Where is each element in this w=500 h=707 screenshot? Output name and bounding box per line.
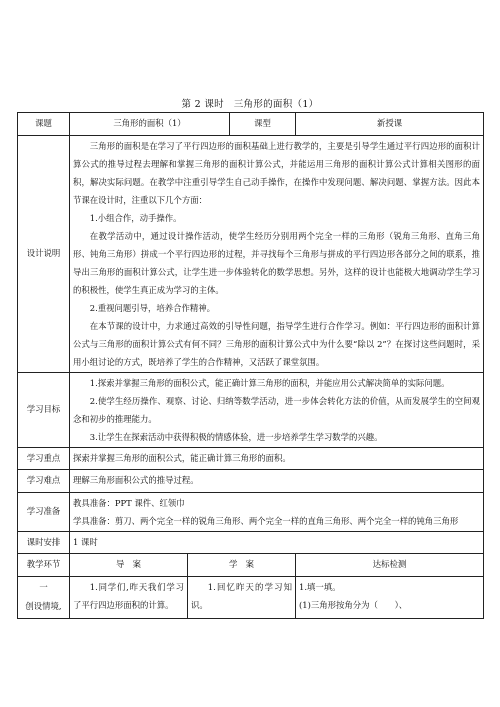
prep-content	[70, 492, 484, 531]
goals-content	[70, 372, 484, 447]
study-cell	[188, 576, 296, 618]
topic-label: 课题	[18, 113, 70, 136]
goals-row	[18, 372, 484, 447]
type-label: 课型	[230, 113, 296, 136]
check-item: (1)三角形按角分为（ ）、	[299, 599, 408, 610]
schedule-value: 1 课时	[70, 531, 484, 554]
key-row	[18, 447, 484, 470]
key-value: 探索并掌握三角形的面积公式，能正确计算三角形的面积。	[70, 447, 484, 470]
prep-student: 学具准备：剪刀、两个完全一样的锐角三角形、两个完全一样的直角三角形、两个完全一样的钝角三角形	[73, 515, 459, 526]
schedule-row	[18, 531, 484, 554]
lesson-title: 第 2 课时 三角形的面积（1）	[181, 99, 319, 110]
schedule-label: 课时安排	[18, 531, 70, 554]
prep-row	[18, 492, 484, 531]
difficulty-value: 理解三角形面积公式的推导过程。	[70, 470, 484, 493]
goal-item: 3.让学生在探索活动中获得积极的情感体验，进一步培养学生学习数学的兴趣。	[89, 431, 383, 442]
lesson-plan-table	[17, 112, 484, 619]
check-header: 达标检测	[296, 554, 484, 577]
check-cell	[296, 576, 484, 618]
goal-item: 1.探索并掌握三角形的面积公式，能正确计算三角形的面积，并能应用公式解决简单的实际问题。	[89, 377, 450, 388]
type-value: 新授课	[296, 113, 484, 136]
design-paragraph: 在本节课的设计中，力求通过高效的引导性问题，指导学生进行合作学习。例如：平行四边形的面积计算公式与三角形的面积计算公式有何不同？三角形的面积计算公式中为什么要“除以 2”？在探讨这些问题时，采用小组讨论的方式，既培养了学生的合作精神，又活跃了课堂氛围。	[73, 320, 481, 367]
topic-value: 三角形的面积（1）	[70, 113, 230, 136]
study-header: 学 案	[188, 554, 296, 577]
difficulty-row	[18, 470, 484, 493]
guide-header: 导 案	[70, 554, 188, 577]
stage-row	[18, 576, 484, 618]
prep-label: 学习准备	[18, 492, 70, 531]
stage-name: 创设情境,	[25, 601, 62, 611]
topic-row	[18, 113, 484, 136]
stage-number: 一	[39, 581, 48, 592]
design-paragraph: 在教学活动中，通过设计操作活动，使学生经历分别用两个完全一样的三角形（锐角三角形、直角三角形、钝角三角形）拼成一个平行四边形的过程，并寻找每个三角形与拼成的平行四边形各部分之间的联系，推导出三角形的面积计算公式，让学生进一步体验转化的数学思想。另外，这样的设计也能极大地调动学生学习的积极性，使学生真正成为学习的主体。	[73, 230, 481, 295]
study-text: 1.回忆昨天的学习知识。	[191, 581, 293, 610]
design-row	[18, 135, 484, 372]
goals-label: 学习目标	[18, 372, 70, 447]
header-row	[18, 554, 484, 577]
stage-header: 教学环节	[18, 554, 70, 577]
design-label: 设计说明	[18, 135, 70, 372]
stage-cell	[18, 576, 70, 618]
prep-teacher: 教具准备：PPT 课件、红领巾	[73, 497, 185, 508]
design-paragraph: 1.小组合作，动手操作。	[89, 212, 182, 223]
design-content	[70, 135, 484, 372]
check-item: 1.填一填。	[299, 581, 341, 592]
guide-text: 1.同学们,昨天我们学习了平行四边形面积的计算。	[73, 581, 184, 610]
goal-item: 2.使学生经历操作、观察、讨论、归纳等数学活动，进一步体会转化方法的价值，从而发展学生的空间观念和初步的推理能力。	[73, 395, 481, 424]
design-paragraph: 2.重视问题引导，培养合作精神。	[89, 302, 216, 313]
difficulty-label: 学习难点	[18, 470, 70, 493]
key-label: 学习重点	[18, 447, 70, 470]
guide-cell	[70, 576, 188, 618]
design-paragraph: 三角形的面积是在学习了平行四边形的面积基础上进行教学的，主要是引导学生通过平行四边形的面积计算公式的推导过程去理解和掌握三角形的面积计算公式，并能运用三角形的面积计算公式计算相关图形的面积，解决实际问题。在教学中注重引导学生自己动手操作，在操作中发现问题、解决问题、掌握方法。因此本节课在设计时，注重以下几个方面：	[73, 140, 481, 205]
